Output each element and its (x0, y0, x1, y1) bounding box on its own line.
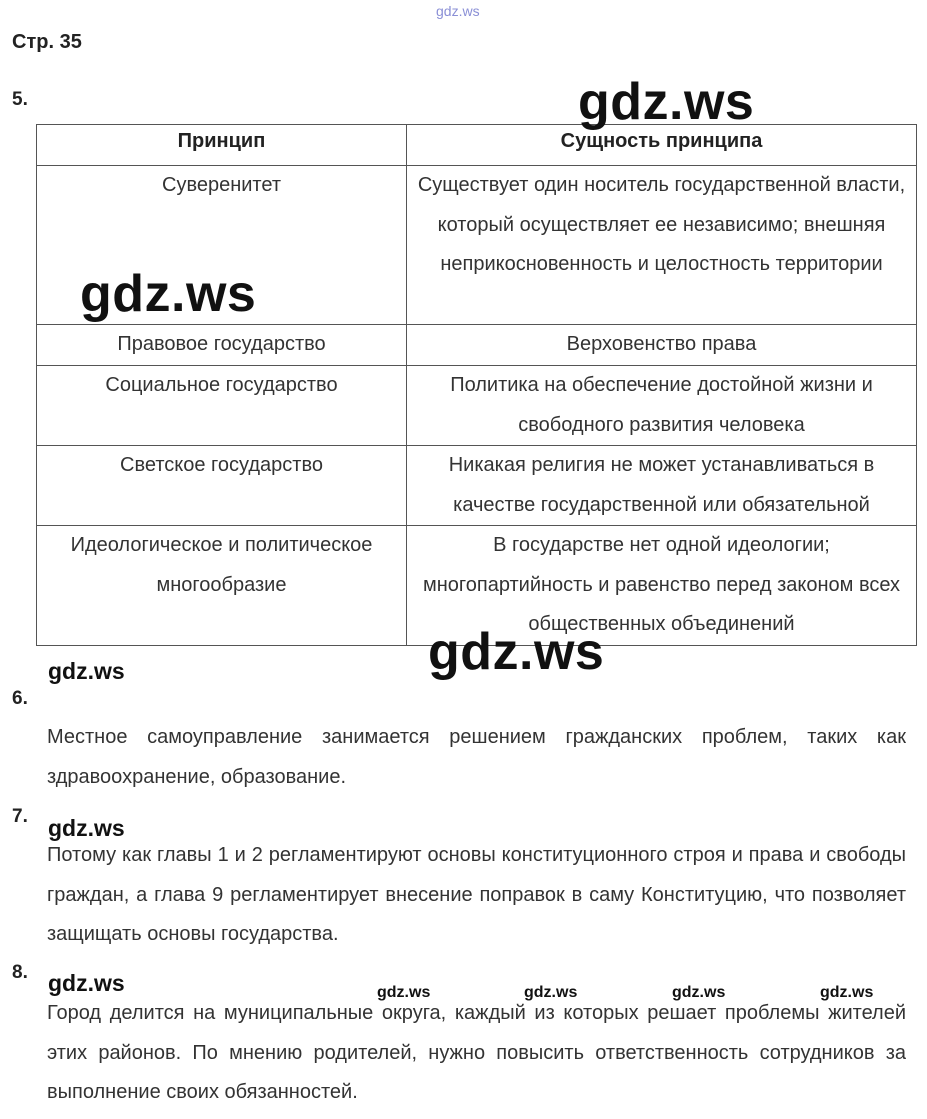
watermark-big: gdz.ws (428, 623, 605, 681)
watermark-medium: gdz.ws (48, 970, 125, 996)
header-principle: Принцип (37, 125, 407, 166)
cell-principle: Суверенитет (37, 166, 407, 325)
cell-essence: Политика на обеспечение достойной жизни и свободного развития человека (407, 366, 917, 446)
cell-essence: Никакая религия не может устанавливаться в качестве государственной или обязательной (407, 446, 917, 526)
task-6-text: Местное самоуправление занимается решением гражданских проблем, таких как здравоохранение, образование. (47, 726, 906, 788)
watermark-top: gdz.ws (436, 3, 480, 19)
principles-table (36, 124, 917, 646)
cell-essence: В государстве нет одной идеологии; многопартийность и равенство перед законом всех общественных объединений (407, 526, 917, 646)
table-row (37, 325, 917, 366)
task-5-number: 5. (12, 89, 28, 110)
table-header-row (37, 125, 917, 166)
watermark-big: gdz.ws (578, 73, 755, 131)
cell-principle: Правовое государство (37, 325, 407, 366)
task-7-text: Потому как главы 1 и 2 регламентируют основы конституционного строя и права и свободы граждан, а глава 9 регламентирует внесение поправок в саму Конституцию, что позволяет защищать основы государства. (47, 844, 906, 945)
cell-principle: Социальное государство (37, 366, 407, 446)
table-row (37, 366, 917, 446)
watermark-small: gdz.ws (672, 984, 726, 1001)
task-6-number: 6. (12, 688, 28, 709)
page-label: Стр. 35 (12, 31, 82, 53)
task-8-text: Город делится на муниципальные округа, каждый из которых решает проблемы жителей этих районов. По мнению родителей, нужно повысить ответственность сотрудников за выполнение своих обязанностей. (47, 1002, 906, 1103)
watermark-medium: gdz.ws (48, 815, 125, 841)
task-7-number: 7. (12, 806, 28, 827)
watermark-big: gdz.ws (80, 265, 257, 323)
cell-principle: Светское государство (37, 446, 407, 526)
task-8-number: 8. (12, 962, 28, 983)
watermark-small: gdz.ws (377, 984, 431, 1001)
cell-principle: Идеологическое и политическое многообразие (37, 526, 407, 646)
cell-essence: Верховенство права (407, 325, 917, 366)
watermark-small: gdz.ws (524, 984, 578, 1001)
table-row (37, 446, 917, 526)
header-essence: Сущность принципа (407, 125, 917, 166)
cell-essence: Существует один носитель государственной власти, который осуществляет ее независимо; внешняя неприкосновенность и целостность территории (407, 166, 917, 325)
watermark-medium: gdz.ws (48, 658, 125, 684)
watermark-small: gdz.ws (820, 984, 874, 1001)
